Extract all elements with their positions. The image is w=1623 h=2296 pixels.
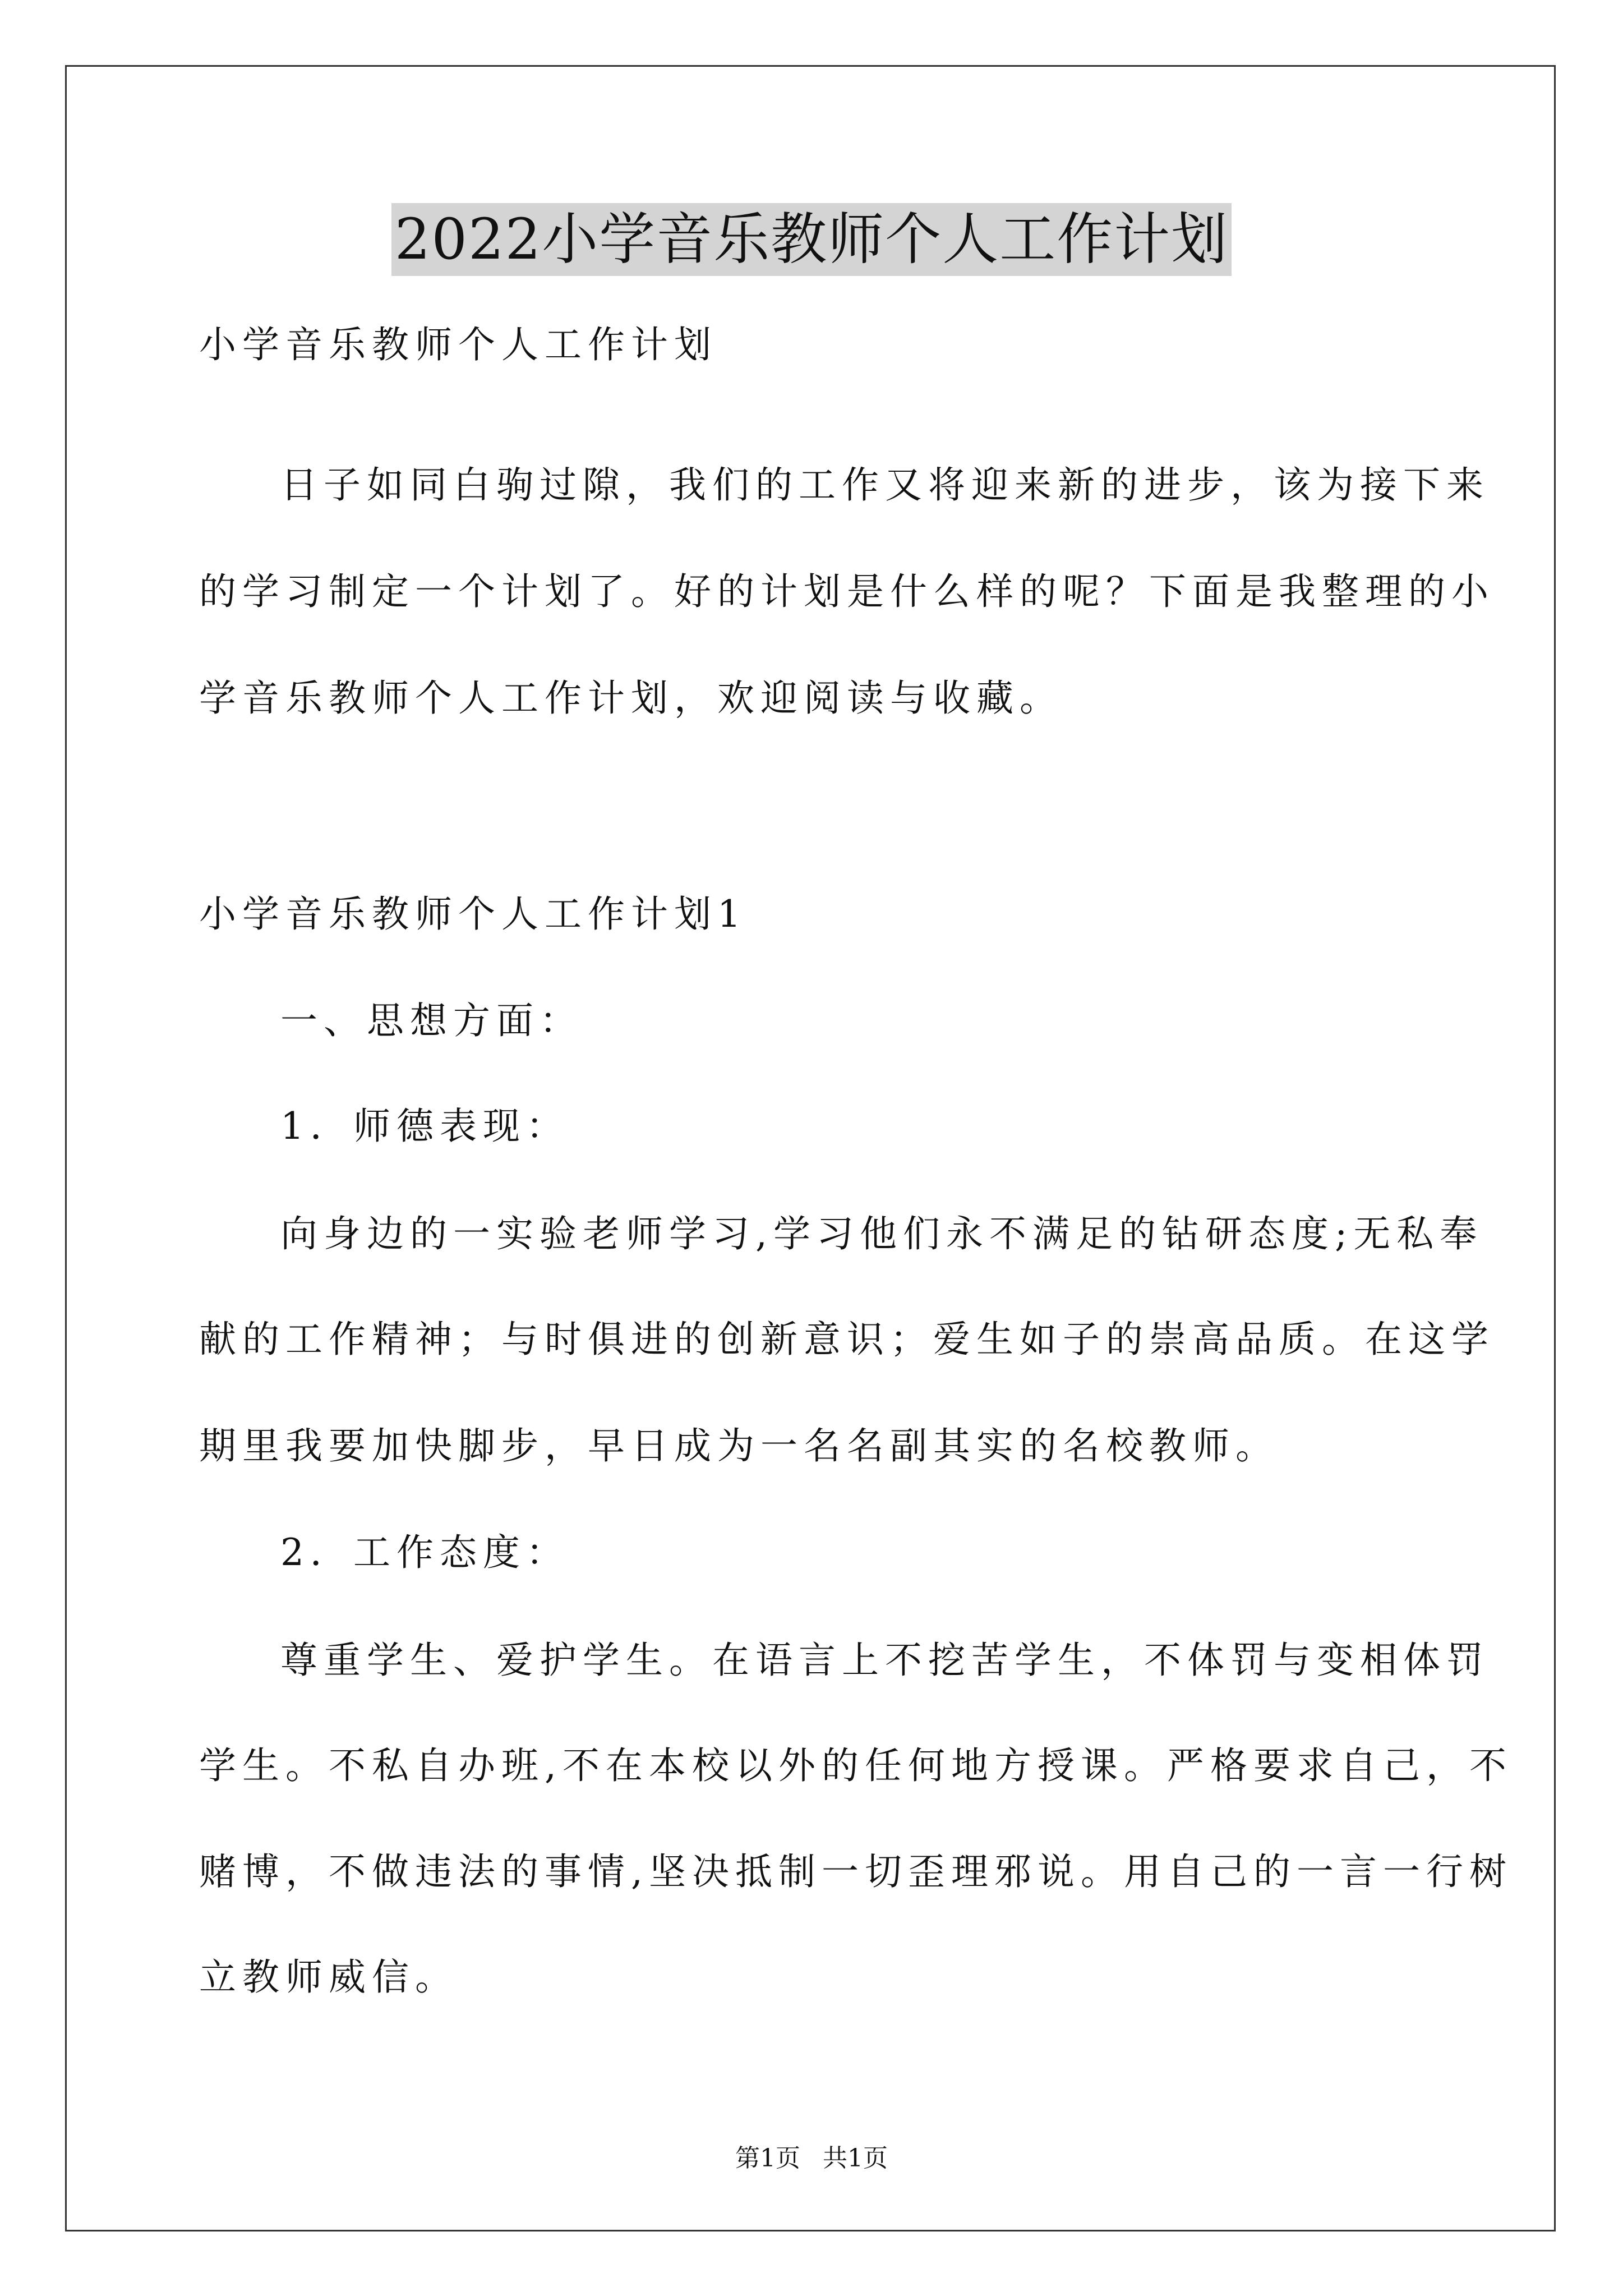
- paragraph-line: 日子如同白驹过隙，我们的工作又将迎来新的进步，该为接下来: [280, 463, 1490, 507]
- paragraph-line: 小学音乐教师个人工作计划: [199, 323, 717, 366]
- paragraph-line: 学生。不私自办班,不在本校以外的任何地方授课。严格要求自己，不: [199, 1744, 1513, 1787]
- subsection-heading: 一、思想方面：: [280, 999, 583, 1042]
- section-heading: 小学音乐教师个人工作计划1: [199, 892, 747, 936]
- document-title-text: 2022小学音乐教师个人工作计划: [391, 203, 1232, 276]
- paragraph-line: 向身边的一实验老师学习,学习他们永不满足的钻研态度;无私奉: [280, 1212, 1483, 1255]
- page-total: 共1页: [823, 2144, 888, 2173]
- paragraph-line: 期里我要加快脚步，早日成为一名名副其实的名校教师。: [199, 1424, 1279, 1467]
- paragraph-line: 赌博，不做违法的事情,坚决抵制一切歪理邪说。用自己的一言一行树: [199, 1850, 1513, 1893]
- page-number: 第1页: [735, 2144, 800, 2173]
- paragraph-line: 立教师威信。: [199, 1955, 458, 1999]
- document-title: [0, 203, 1623, 276]
- paragraph-line: 学音乐教师个人工作计划，欢迎阅读与收藏。: [199, 677, 1063, 720]
- subsection-heading: 2．工作态度：: [280, 1531, 569, 1574]
- paragraph-line: 的学习制定一个计划了。好的计划是什么样的呢？下面是我整理的小: [199, 570, 1495, 613]
- subsection-heading: 1．师德表现：: [280, 1105, 569, 1148]
- page-footer: [0, 2142, 1623, 2175]
- paragraph-line: 献的工作精神；与时俱进的创新意识；爱生如子的崇高品质。在这学: [199, 1318, 1495, 1361]
- paragraph-line: 尊重学生、爱护学生。在语言上不挖苦学生，不体罚与变相体罚: [280, 1639, 1490, 1682]
